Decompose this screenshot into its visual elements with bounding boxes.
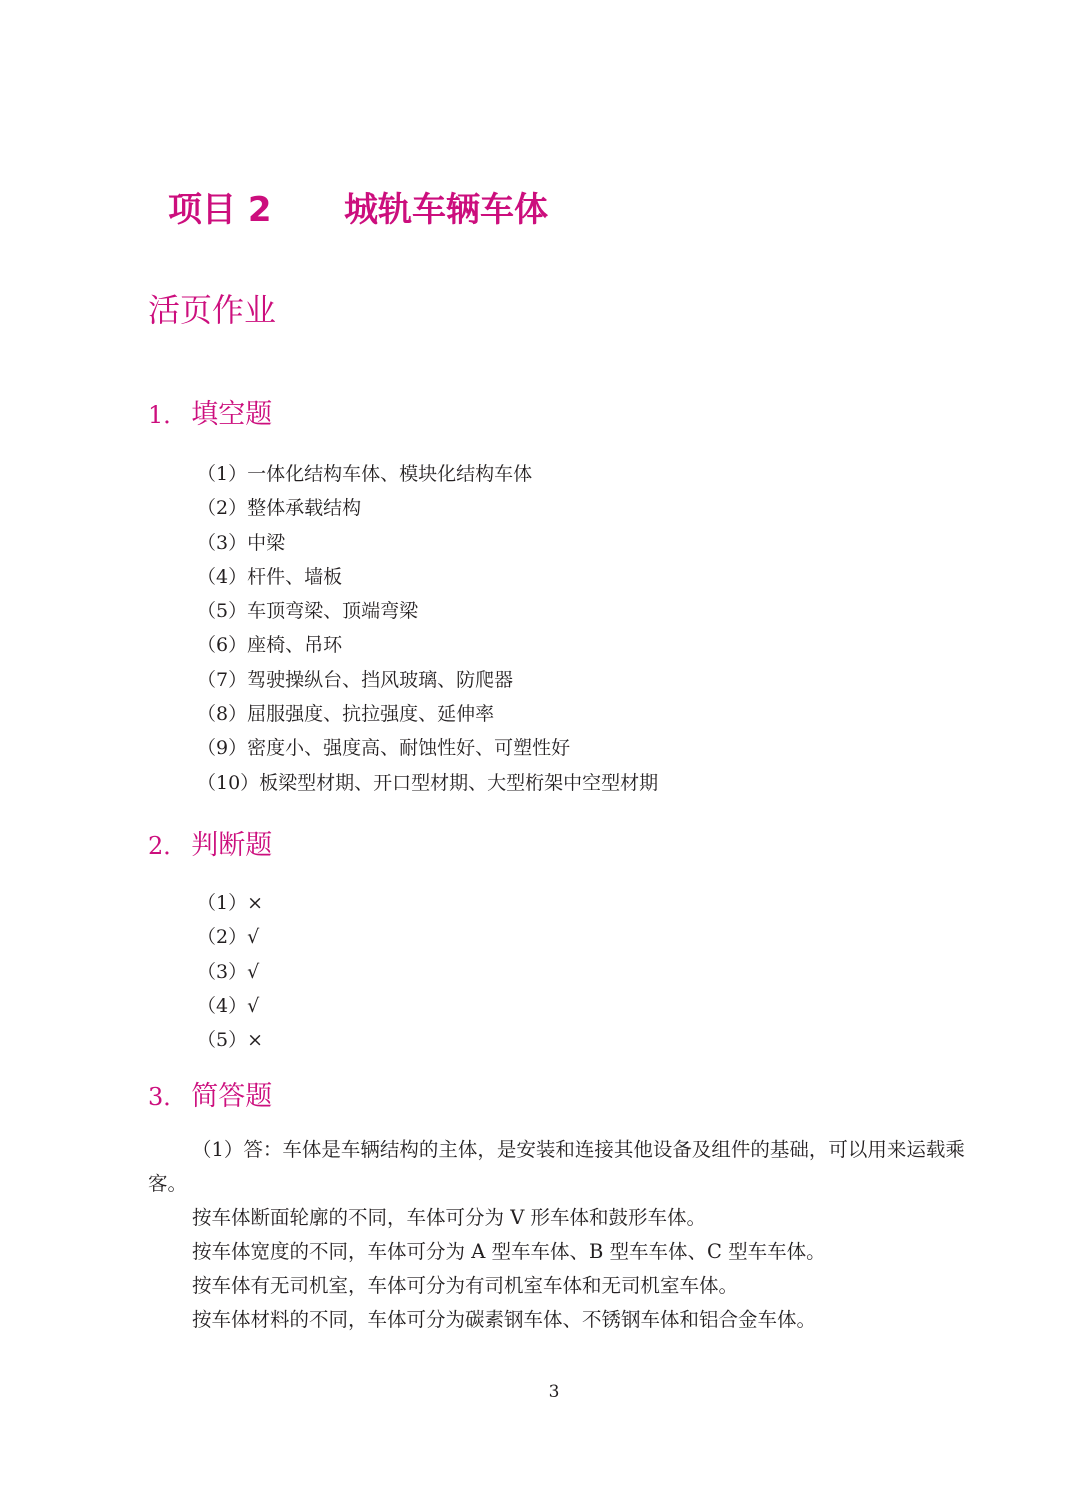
true-false-number: 2． <box>148 832 188 860</box>
true-false-answers <box>197 886 263 1057</box>
short-answer-title: 简答题 <box>191 1081 273 1112</box>
fill-blank-item: （1）一体化结构车体、模块化结构车体 <box>197 463 533 485</box>
short-answer-number: 3． <box>148 1083 188 1111</box>
fill-blank-item: （7）驾驶操纵台、挡风玻璃、防爬器 <box>197 668 514 691</box>
short-answer-body <box>148 1133 968 1337</box>
true-false-item: （5）× <box>197 1029 264 1052</box>
answer-paragraph: 按车体材料的不同，车体可分为碳素钢车体、不锈钢车体和铝合金车体。 <box>192 1308 817 1331</box>
fill-blank-item: （10）板梁型材期、开口型材期、大型桁架中空型材期 <box>197 771 659 794</box>
fill-blank-item: （8）屈服强度、抗拉强度、延伸率 <box>197 703 495 726</box>
true-false-item: （3）√ <box>197 960 260 983</box>
true-false-item: （1）× <box>197 892 264 914</box>
fill-blank-item: （3）中梁 <box>197 531 286 554</box>
answer-paragraph: 按车体宽度的不同，车体可分为 A 型车车体、B 型车车体、C 型车车体。 <box>192 1240 826 1263</box>
fill-blank-heading <box>148 396 272 434</box>
short-answer-heading <box>148 1078 272 1116</box>
project-title <box>168 186 548 234</box>
fill-blank-item: （6）座椅、吊环 <box>197 634 343 657</box>
true-false-title: 判断题 <box>191 830 273 861</box>
project-name: 城轨车辆车体 <box>344 190 548 230</box>
project-number: 项目 2 <box>168 190 272 230</box>
true-false-item: （2）√ <box>197 926 260 949</box>
answer-paragraph: 按车体断面轮廓的不同，车体可分为 V 形车体和鼓形车体。 <box>192 1206 706 1229</box>
fill-blank-item: （5）车顶弯梁、顶端弯梁 <box>197 600 419 623</box>
page-number: 3 <box>548 1382 560 1402</box>
section-title: 活页作业 <box>148 291 277 329</box>
answer-paragraph: （1）答：车体是车辆结构的主体，是安装和连接其他设备及组件的基础，可以用来运载乘客。 <box>148 1138 965 1195</box>
fill-blank-title: 填空题 <box>191 399 273 430</box>
true-false-item: （4）√ <box>197 994 260 1017</box>
fill-blank-item: （9）密度小、强度高、耐蚀性好、可塑性好 <box>197 737 571 760</box>
answer-paragraph: 按车体有无司机室，车体可分为有司机室车体和无司机室车体。 <box>192 1274 739 1297</box>
fill-blank-number: 1． <box>148 401 188 429</box>
fill-blank-answers <box>197 457 658 800</box>
fill-blank-item: （4）杆件、墙板 <box>197 565 343 588</box>
true-false-heading <box>148 827 272 865</box>
fill-blank-item: （2）整体承载结构 <box>197 497 362 520</box>
